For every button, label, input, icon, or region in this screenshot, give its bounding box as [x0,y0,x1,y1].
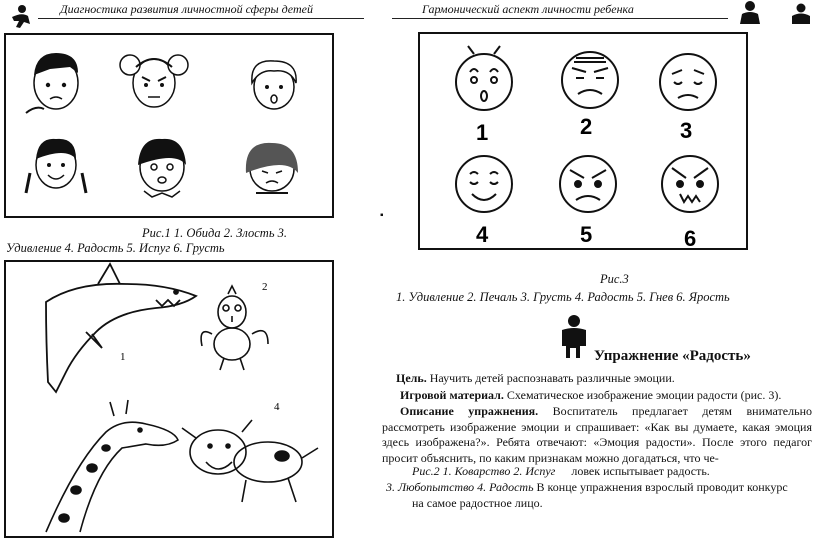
tail-b: В конце упражнения взрослый проводит конкурс [533,480,788,494]
giraffe-drawing [46,400,178,532]
right-header-title: Гармонический аспект личности ребенка [422,2,634,16]
child-face-sad [246,143,298,193]
child-face-angry [120,55,188,107]
figure-1-caption-line2: Удивление 4. Радость 5. Испуг 6. Грусть [6,241,225,255]
face-number-4: 4 [476,222,489,247]
fig2-caption-line-a [412,464,710,479]
goal-text: Научить детей распознавать различные эмоции. [426,371,675,385]
shark-drawing [46,264,196,392]
left-header-title: Диагностика развития личностной сферы детей [60,2,313,16]
schematic-face-joy [456,156,512,212]
description-label: Описание упражнения. [400,404,539,418]
figure-2-label-2: 2 [262,281,268,293]
figure-3-title: Рис.3 [600,272,629,286]
description-text: Воспитатель предлагает детям внимательно рассмотреть изображение эмоции и спрашивает: «Как вы думаете, какая эмоция здесь изображена?». Ребята отвечают: «Эмоция радости». После этого педагог просит объяснить, по каким признакам можно догадаться, что че- [382,404,812,465]
schematic-face-surprise [456,46,512,110]
figure-1-caption-line1: Рис.1 1. Обида 2. Злость 3. [142,226,288,240]
sitting-child-icon [556,314,592,360]
figure-2-label-4: 4 [274,401,280,413]
schematic-face-sorrow [562,52,618,108]
child-face-happy [26,139,86,193]
fig2-caption-b: 3. Любопытство 4. Радость [386,480,534,494]
figure-2-label-1: 1 [120,351,126,363]
material-text: Схематическое изображение эмоции радости (рис. 3). [503,388,782,402]
fig2-caption-a: Рис.2 1. Коварство 2. Испуг [412,464,556,478]
face-number-5: 5 [580,222,593,247]
material-label: Игровой материал. [400,388,504,402]
figure-3-schematic-faces [418,32,748,250]
face-number-6: 6 [684,226,697,248]
reading-figure-icon [788,2,814,26]
tail-line-c: на самое радостное лицо. [412,496,543,510]
face-number-1: 1 [476,120,489,145]
running-figure-icon [6,4,34,30]
sitting-figure-icon [734,0,764,26]
schematic-face-anger [560,156,616,212]
fig2-caption-line-b [386,480,788,495]
tail-a: ловек испытывает радость. [571,464,710,478]
child-face-surprised [252,61,296,109]
dog-drawing [182,420,318,502]
schematic-face-sadness [660,54,716,110]
child-face-frightened [138,139,186,197]
stray-mark: ▪ [380,210,384,221]
goal-label: Цель. [396,371,427,385]
child-face-offended [26,53,78,113]
left-header-rule [38,18,364,19]
face-number-3: 3 [680,118,693,143]
right-header-rule [392,18,728,19]
face-number-2: 2 [580,114,593,139]
exercise-goal [396,371,812,387]
exercise-description [382,404,812,466]
exercise-material [400,388,812,404]
figure-1-children-faces [4,33,334,218]
figure-2-animals [4,260,334,538]
bird-drawing [201,286,268,370]
exercise-title: Упражнение «Радость» [594,348,751,364]
figure-3-caption: 1. Удивление 2. Печаль 3. Грусть 4. Радость 5. Гнев 6. Ярость [396,290,730,304]
schematic-face-rage [662,156,718,212]
